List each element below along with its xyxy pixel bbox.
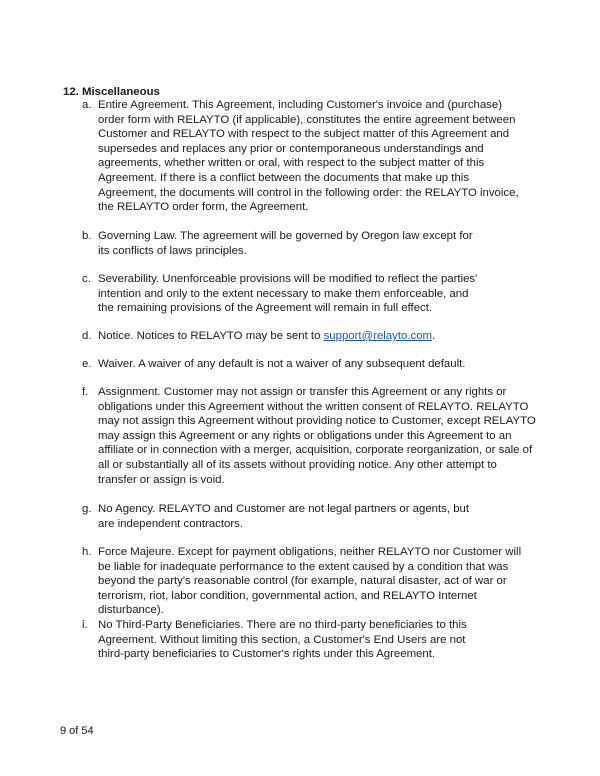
clause-line bbox=[98, 329, 522, 344]
clause-line: Assignment. Customer may not assign or transfer this Agreement or any rights or bbox=[98, 386, 507, 398]
clause-marker: c. bbox=[82, 273, 91, 285]
clause-line: Agreement. If there is a conflict between the documents that make up this bbox=[98, 171, 470, 184]
clause-line: Waiver. A waiver of any default is not a waiver of any subsequent default. bbox=[98, 358, 466, 370]
clause-notice bbox=[82, 329, 522, 344]
clause-line: Agreement. Without limiting this section, a Customer's End Users are not bbox=[98, 633, 466, 646]
clause-line: Severability. Unenforceable provisions will be modified to reflect the parties' bbox=[98, 273, 478, 285]
clause-marker: i. bbox=[82, 619, 88, 631]
clause-line: disturbance). bbox=[98, 604, 164, 617]
clause-marker: f. bbox=[82, 386, 89, 398]
clause-line: are independent contractors. bbox=[98, 517, 244, 530]
clause-line: its conflicts of laws principles. bbox=[98, 244, 247, 257]
clause-line: supersedes and replaces any prior or contemporaneous understandings and bbox=[98, 142, 484, 155]
clause-line: order form with RELAYTO (if applicable), constitutes the entire agreement between bbox=[98, 113, 516, 126]
clause-line: the remaining provisions of the Agreement will remain in full effect. bbox=[98, 302, 433, 315]
support-email-link[interactable]: support@relayto.com bbox=[323, 330, 433, 342]
clause-line: agreements, whether written or oral, with respect to the subject matter of this bbox=[98, 157, 485, 170]
clause-entire-agreement bbox=[82, 98, 522, 215]
clause-marker: e. bbox=[82, 358, 92, 370]
clause-line: obligations under this Agreement without the written consent of RELAYTO. RELAYTO bbox=[98, 400, 529, 413]
clause-assignment bbox=[82, 385, 536, 487]
notice-text: Notice. Notices to RELAYTO may be sent to bbox=[98, 330, 324, 342]
clause-line: intention and only to the extent necessary to make them enforceable, and bbox=[98, 287, 469, 300]
clause-line: affiliate or in connection with a merger, acquisition, corporate reorganization, or sale of bbox=[98, 444, 533, 457]
clause-line: Customer and RELAYTO with respect to the subject matter of this Agreement and bbox=[98, 128, 510, 141]
clause-line: transfer or assign is void. bbox=[98, 473, 225, 486]
clause-marker: h. bbox=[82, 546, 92, 558]
clause-line: No Third-Party Beneficiaries. There are no third-party beneficiaries to this bbox=[98, 619, 467, 631]
clause-marker: d. bbox=[82, 330, 92, 342]
clause-line: Entire Agreement. This Agreement, including Customer's invoice and (purchase) bbox=[98, 99, 503, 111]
clause-third-party-beneficiaries bbox=[82, 618, 522, 662]
clause-marker: a. bbox=[82, 99, 92, 111]
clause-line: Agreement, the documents will control in the following order: the RELAYTO invoice, bbox=[98, 186, 519, 199]
clause-waiver bbox=[82, 357, 522, 372]
clause-line: be liable for inadequate performance to the extent caused by a condition that was bbox=[98, 560, 509, 573]
clause-governing-law bbox=[82, 229, 522, 258]
clause-line: Governing Law. The agreement will be governed by Oregon law except for bbox=[98, 230, 473, 242]
clause-line: Force Majeure. Except for payment obligations, neither RELAYTO nor Customer will bbox=[98, 546, 522, 558]
clause-line: terrorism, riot, labor condition, governmental action, and RELAYTO Internet bbox=[98, 589, 477, 602]
notice-period: . bbox=[432, 330, 436, 342]
clause-force-majeure bbox=[82, 545, 522, 618]
section-heading: 12. Miscellaneous bbox=[63, 86, 160, 98]
clause-line: the RELAYTO order form, the Agreement. bbox=[98, 201, 309, 214]
clause-marker: g. bbox=[82, 503, 92, 515]
clause-line: beyond the party's reasonable control (for example, natural disaster, act of war or bbox=[98, 575, 507, 588]
page-number: 9 of 54 bbox=[60, 725, 94, 737]
clause-line: all or substantially all of its assets without providing notice. Any other attempt to bbox=[98, 458, 497, 471]
clause-line: may assign this Agreement or any rights or obligations under this Agreement to an bbox=[98, 429, 512, 442]
clause-line: No Agency. RELAYTO and Customer are not legal partners or agents, but bbox=[98, 503, 470, 515]
clause-line: third-party beneficiaries to Customer's rights under this Agreement. bbox=[98, 648, 436, 661]
clause-marker: b. bbox=[82, 230, 92, 242]
clause-severability bbox=[82, 272, 522, 316]
clause-no-agency bbox=[82, 502, 522, 531]
clause-line: may not assign this Agreement without providing notice to Customer, except RELAYTO bbox=[98, 415, 536, 428]
